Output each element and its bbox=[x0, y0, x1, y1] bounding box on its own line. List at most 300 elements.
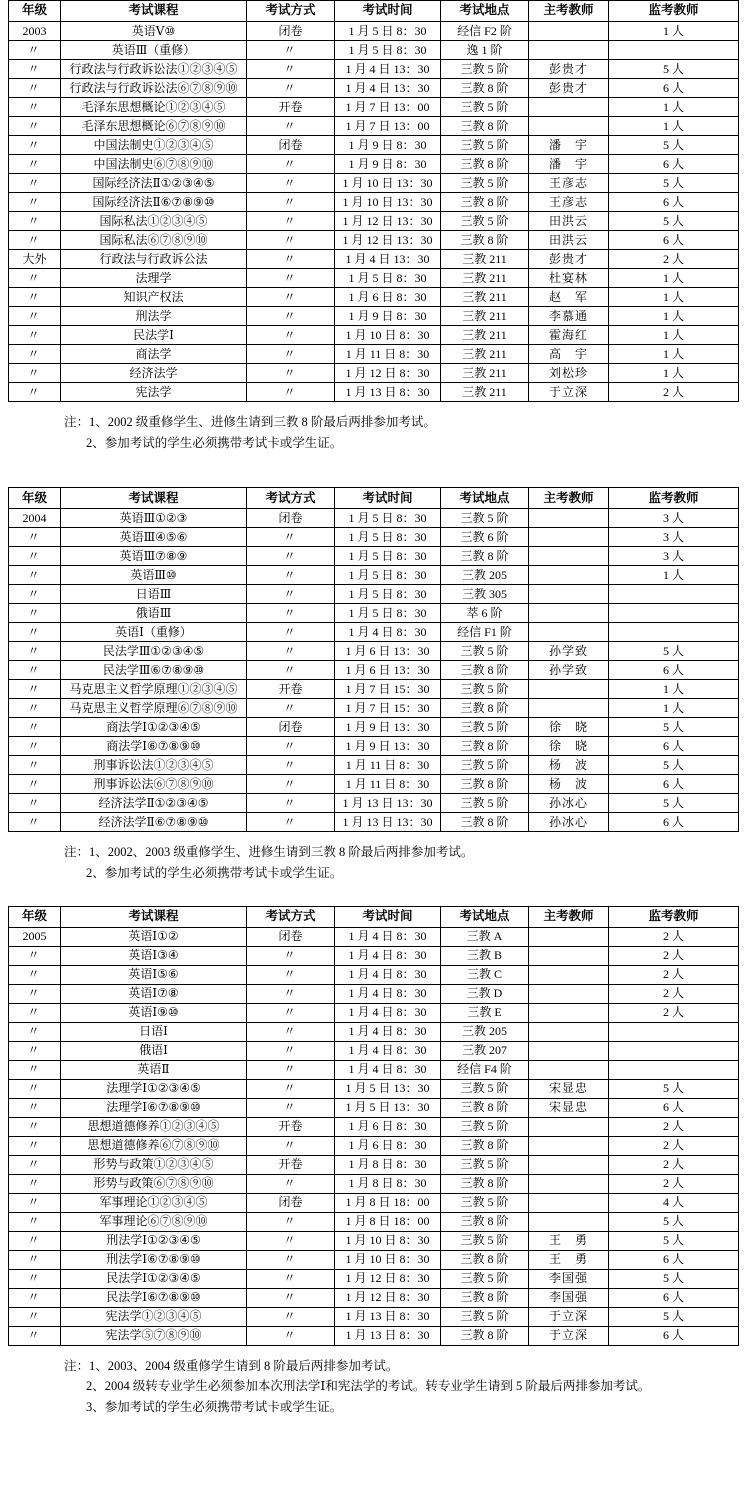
cell-proctor: 1 人 bbox=[609, 364, 739, 383]
cell-chief bbox=[529, 1174, 609, 1193]
cell-course: 马克思主义哲学原理⑥⑦⑧⑨⑩ bbox=[61, 699, 247, 718]
table-row bbox=[9, 1003, 739, 1022]
cell-chief bbox=[529, 680, 609, 699]
cell-proctor: 6 人 bbox=[609, 193, 739, 212]
cell-time: 1 月 10 日 13：30 bbox=[335, 174, 441, 193]
cell-chief bbox=[529, 965, 609, 984]
cell-mode: 〃 bbox=[247, 623, 335, 642]
cell-time: 1 月 10 日 8：30 bbox=[335, 1231, 441, 1250]
table-row bbox=[9, 1231, 739, 1250]
cell-proctor bbox=[609, 1060, 739, 1079]
cell-time: 1 月 7 日 15：30 bbox=[335, 699, 441, 718]
cell-grade: 〃 bbox=[9, 269, 61, 288]
cell-place: 三教 205 bbox=[441, 566, 529, 585]
cell-proctor: 1 人 bbox=[609, 117, 739, 136]
cell-mode: 〃 bbox=[247, 231, 335, 250]
cell-chief: 彭贵才 bbox=[529, 60, 609, 79]
cell-mode: 〃 bbox=[247, 566, 335, 585]
cell-time: 1 月 8 日 8：30 bbox=[335, 1155, 441, 1174]
cell-mode: 〃 bbox=[247, 1250, 335, 1269]
cell-proctor: 2 人 bbox=[609, 927, 739, 946]
cell-proctor: 1 人 bbox=[609, 680, 739, 699]
table-row bbox=[9, 566, 739, 585]
cell-mode: 〃 bbox=[247, 383, 335, 402]
column-header-chief: 主考教师 bbox=[529, 1, 609, 22]
cell-grade: 〃 bbox=[9, 566, 61, 585]
table-row bbox=[9, 364, 739, 383]
cell-chief: 王 勇 bbox=[529, 1231, 609, 1250]
cell-chief: 孙学致 bbox=[529, 661, 609, 680]
cell-place: 三教 8 阶 bbox=[441, 155, 529, 174]
cell-course: 宪法学 bbox=[61, 383, 247, 402]
table-row bbox=[9, 699, 739, 718]
cell-time: 1 月 13 日 8：30 bbox=[335, 1307, 441, 1326]
cell-proctor: 2 人 bbox=[609, 946, 739, 965]
cell-grade: 〃 bbox=[9, 174, 61, 193]
cell-proctor: 2 人 bbox=[609, 1003, 739, 1022]
cell-place: 三教 5 阶 bbox=[441, 60, 529, 79]
cell-course: 形势与政策①②③④⑤ bbox=[61, 1155, 247, 1174]
cell-course: 刑事诉讼法①②③④⑤ bbox=[61, 756, 247, 775]
cell-grade: 〃 bbox=[9, 623, 61, 642]
cell-place: 三教 8 阶 bbox=[441, 1174, 529, 1193]
cell-proctor: 5 人 bbox=[609, 794, 739, 813]
cell-chief bbox=[529, 984, 609, 1003]
cell-time: 1 月 9 日 13：30 bbox=[335, 737, 441, 756]
cell-proctor: 6 人 bbox=[609, 155, 739, 174]
table-row bbox=[9, 1288, 739, 1307]
cell-time: 1 月 4 日 13：30 bbox=[335, 79, 441, 98]
cell-chief bbox=[529, 509, 609, 528]
cell-proctor: 5 人 bbox=[609, 756, 739, 775]
cell-time: 1 月 11 日 8：30 bbox=[335, 775, 441, 794]
cell-chief bbox=[529, 1041, 609, 1060]
cell-time: 1 月 12 日 8：30 bbox=[335, 1269, 441, 1288]
cell-chief bbox=[529, 585, 609, 604]
cell-grade: 〃 bbox=[9, 642, 61, 661]
cell-time: 1 月 4 日 13：30 bbox=[335, 250, 441, 269]
table-row bbox=[9, 1307, 739, 1326]
cell-grade: 2003 bbox=[9, 22, 61, 41]
cell-mode: 〃 bbox=[247, 1041, 335, 1060]
cell-time: 1 月 4 日 8：30 bbox=[335, 1003, 441, 1022]
cell-chief: 杨 波 bbox=[529, 775, 609, 794]
cell-chief: 于立深 bbox=[529, 1326, 609, 1345]
column-header-course: 考试课程 bbox=[61, 1, 247, 22]
table-row bbox=[9, 604, 739, 623]
cell-place: 三教 211 bbox=[441, 288, 529, 307]
cell-place: 经信 F2 阶 bbox=[441, 22, 529, 41]
cell-chief bbox=[529, 1155, 609, 1174]
cell-course: 俄语Ⅲ bbox=[61, 604, 247, 623]
cell-time: 1 月 12 日 8：30 bbox=[335, 1288, 441, 1307]
cell-proctor: 5 人 bbox=[609, 642, 739, 661]
cell-course: 英语Ⅱ bbox=[61, 1060, 247, 1079]
cell-place: 三教 211 bbox=[441, 326, 529, 345]
cell-proctor: 5 人 bbox=[609, 1212, 739, 1231]
cell-place: 三教 8 阶 bbox=[441, 813, 529, 832]
cell-place: 三教 8 阶 bbox=[441, 1288, 529, 1307]
cell-grade: 〃 bbox=[9, 1288, 61, 1307]
cell-chief bbox=[529, 117, 609, 136]
cell-chief: 潘 宇 bbox=[529, 136, 609, 155]
cell-course: 英语Ⅰ⑤⑥ bbox=[61, 965, 247, 984]
notes-2005 bbox=[8, 1356, 738, 1418]
cell-grade: 〃 bbox=[9, 737, 61, 756]
cell-place: 三教 8 阶 bbox=[441, 547, 529, 566]
cell-grade: 〃 bbox=[9, 41, 61, 60]
table-row bbox=[9, 212, 739, 231]
cell-chief: 于立深 bbox=[529, 383, 609, 402]
cell-course: 国际私法①②③④⑤ bbox=[61, 212, 247, 231]
cell-chief: 李国强 bbox=[529, 1269, 609, 1288]
cell-chief: 杨 波 bbox=[529, 756, 609, 775]
cell-grade: 〃 bbox=[9, 965, 61, 984]
cell-proctor: 5 人 bbox=[609, 212, 739, 231]
cell-proctor: 1 人 bbox=[609, 269, 739, 288]
cell-grade: 〃 bbox=[9, 136, 61, 155]
cell-course: 英语Ⅰ①② bbox=[61, 927, 247, 946]
cell-time: 1 月 5 日 13：30 bbox=[335, 1098, 441, 1117]
cell-time: 1 月 13 日 13：30 bbox=[335, 813, 441, 832]
cell-mode: 开卷 bbox=[247, 98, 335, 117]
cell-place: 三教 5 阶 bbox=[441, 1231, 529, 1250]
cell-grade: 〃 bbox=[9, 984, 61, 1003]
table-row bbox=[9, 1269, 739, 1288]
cell-chief: 宋显忠 bbox=[529, 1079, 609, 1098]
cell-chief: 高 宇 bbox=[529, 345, 609, 364]
cell-course: 行政法与行政诉讼法①②③④⑤ bbox=[61, 60, 247, 79]
cell-chief: 孙冰心 bbox=[529, 794, 609, 813]
cell-mode: 〃 bbox=[247, 155, 335, 174]
cell-mode: 〃 bbox=[247, 1288, 335, 1307]
cell-chief: 李国强 bbox=[529, 1288, 609, 1307]
column-header-time: 考试时间 bbox=[335, 1, 441, 22]
table-row bbox=[9, 1136, 739, 1155]
cell-chief: 彭贵才 bbox=[529, 250, 609, 269]
table-row bbox=[9, 1193, 739, 1212]
cell-mode: 〃 bbox=[247, 345, 335, 364]
cell-place: 三教 211 bbox=[441, 383, 529, 402]
note-line: 注：1、2002、2003 级重修学生、进修生请到三教 8 阶最后两排参加考试。 bbox=[64, 845, 474, 860]
cell-grade: 〃 bbox=[9, 1212, 61, 1231]
cell-mode: 〃 bbox=[247, 794, 335, 813]
cell-proctor: 2 人 bbox=[609, 965, 739, 984]
cell-grade: 〃 bbox=[9, 98, 61, 117]
cell-grade: 〃 bbox=[9, 1174, 61, 1193]
cell-grade: 〃 bbox=[9, 79, 61, 98]
cell-mode: 〃 bbox=[247, 79, 335, 98]
column-header-course: 考试课程 bbox=[61, 906, 247, 927]
schedule-block-2004 bbox=[0, 487, 746, 883]
cell-grade: 〃 bbox=[9, 1326, 61, 1345]
column-header-place: 考试地点 bbox=[441, 906, 529, 927]
table-row bbox=[9, 718, 739, 737]
cell-chief: 刘松珍 bbox=[529, 364, 609, 383]
cell-course: 刑事诉讼法⑥⑦⑧⑨⑩ bbox=[61, 775, 247, 794]
cell-course: 英语Ⅲ④⑤⑥ bbox=[61, 528, 247, 547]
table-row bbox=[9, 661, 739, 680]
cell-mode: 〃 bbox=[247, 174, 335, 193]
cell-grade: 〃 bbox=[9, 775, 61, 794]
cell-course: 刑法学Ⅰ⑥⑦⑧⑨⑩ bbox=[61, 1250, 247, 1269]
table-row bbox=[9, 756, 739, 775]
cell-mode: 〃 bbox=[247, 756, 335, 775]
cell-time: 1 月 8 日 18：00 bbox=[335, 1193, 441, 1212]
cell-mode: 〃 bbox=[247, 41, 335, 60]
cell-chief bbox=[529, 927, 609, 946]
table-row bbox=[9, 946, 739, 965]
cell-course: 民法学Ⅰ①②③④⑤ bbox=[61, 1269, 247, 1288]
cell-proctor: 2 人 bbox=[609, 984, 739, 1003]
cell-grade: 〃 bbox=[9, 307, 61, 326]
cell-chief: 霍海红 bbox=[529, 326, 609, 345]
table-row bbox=[9, 41, 739, 60]
cell-proctor: 6 人 bbox=[609, 1098, 739, 1117]
cell-place: 三教 8 阶 bbox=[441, 1136, 529, 1155]
cell-place: 三教 207 bbox=[441, 1041, 529, 1060]
cell-course: 经济法学Ⅱ①②③④⑤ bbox=[61, 794, 247, 813]
cell-course: 商法学Ⅰ①②③④⑤ bbox=[61, 718, 247, 737]
cell-course: 行政法与行政诉讼法⑥⑦⑧⑨⑩ bbox=[61, 79, 247, 98]
exam-table-2005 bbox=[8, 906, 739, 1346]
column-header-grade: 年级 bbox=[9, 906, 61, 927]
cell-proctor: 6 人 bbox=[609, 1288, 739, 1307]
cell-time: 1 月 4 日 13：30 bbox=[335, 60, 441, 79]
cell-chief bbox=[529, 1022, 609, 1041]
cell-time: 1 月 8 日 8：30 bbox=[335, 1174, 441, 1193]
cell-time: 1 月 4 日 8：30 bbox=[335, 1022, 441, 1041]
cell-mode: 〃 bbox=[247, 117, 335, 136]
cell-mode: 〃 bbox=[247, 1174, 335, 1193]
cell-time: 1 月 6 日 8：30 bbox=[335, 288, 441, 307]
cell-proctor bbox=[609, 623, 739, 642]
cell-time: 1 月 13 日 8：30 bbox=[335, 383, 441, 402]
cell-time: 1 月 11 日 8：30 bbox=[335, 345, 441, 364]
cell-place: 三教 8 阶 bbox=[441, 1098, 529, 1117]
cell-grade: 〃 bbox=[9, 193, 61, 212]
cell-course: 中国法制史⑥⑦⑧⑨⑩ bbox=[61, 155, 247, 174]
cell-place: 三教 305 bbox=[441, 585, 529, 604]
cell-chief bbox=[529, 1003, 609, 1022]
cell-mode: 〃 bbox=[247, 1326, 335, 1345]
cell-proctor: 1 人 bbox=[609, 98, 739, 117]
table-row bbox=[9, 1041, 739, 1060]
cell-course: 军事理论⑥⑦⑧⑨⑩ bbox=[61, 1212, 247, 1231]
table-row bbox=[9, 1155, 739, 1174]
cell-grade: 〃 bbox=[9, 60, 61, 79]
cell-grade: 〃 bbox=[9, 661, 61, 680]
cell-proctor: 2 人 bbox=[609, 383, 739, 402]
cell-mode: 〃 bbox=[247, 1060, 335, 1079]
cell-course: 毛泽东思想概论⑥⑦⑧⑨⑩ bbox=[61, 117, 247, 136]
cell-proctor bbox=[609, 585, 739, 604]
cell-chief bbox=[529, 1212, 609, 1231]
cell-chief bbox=[529, 699, 609, 718]
cell-grade: 〃 bbox=[9, 364, 61, 383]
cell-grade: 〃 bbox=[9, 604, 61, 623]
cell-time: 1 月 11 日 8：30 bbox=[335, 756, 441, 775]
cell-course: 形势与政策⑥⑦⑧⑨⑩ bbox=[61, 1174, 247, 1193]
cell-place: 三教 5 阶 bbox=[441, 794, 529, 813]
cell-proctor: 6 人 bbox=[609, 79, 739, 98]
cell-chief: 王彦志 bbox=[529, 193, 609, 212]
cell-mode: 〃 bbox=[247, 946, 335, 965]
cell-place: 三教 8 阶 bbox=[441, 1250, 529, 1269]
cell-time: 1 月 10 日 13：30 bbox=[335, 193, 441, 212]
cell-proctor: 2 人 bbox=[609, 250, 739, 269]
section-spacer bbox=[0, 453, 746, 487]
cell-grade: 〃 bbox=[9, 1079, 61, 1098]
table-row bbox=[9, 98, 739, 117]
cell-proctor bbox=[609, 1022, 739, 1041]
cell-place: 三教 8 阶 bbox=[441, 699, 529, 718]
cell-chief: 宋显忠 bbox=[529, 1098, 609, 1117]
cell-course: 法理学Ⅰ①②③④⑤ bbox=[61, 1079, 247, 1098]
cell-proctor: 5 人 bbox=[609, 718, 739, 737]
cell-chief bbox=[529, 528, 609, 547]
cell-place: 三教 8 阶 bbox=[441, 661, 529, 680]
cell-grade: 〃 bbox=[9, 1250, 61, 1269]
cell-chief: 田洪云 bbox=[529, 231, 609, 250]
cell-mode: 〃 bbox=[247, 1136, 335, 1155]
cell-chief bbox=[529, 22, 609, 41]
table-body-2005 bbox=[9, 927, 739, 1345]
cell-grade: 〃 bbox=[9, 680, 61, 699]
cell-mode: 〃 bbox=[247, 984, 335, 1003]
column-header-mode: 考试方式 bbox=[247, 906, 335, 927]
cell-time: 1 月 6 日 13：30 bbox=[335, 642, 441, 661]
cell-course: 日语Ⅲ bbox=[61, 585, 247, 604]
cell-chief bbox=[529, 566, 609, 585]
cell-place: 三教 5 阶 bbox=[441, 212, 529, 231]
cell-course: 经济法学 bbox=[61, 364, 247, 383]
cell-place: 三教 5 阶 bbox=[441, 642, 529, 661]
table-row bbox=[9, 136, 739, 155]
cell-time: 1 月 10 日 8：30 bbox=[335, 1250, 441, 1269]
cell-mode: 〃 bbox=[247, 1307, 335, 1326]
cell-proctor: 6 人 bbox=[609, 1326, 739, 1345]
column-header-time: 考试时间 bbox=[335, 906, 441, 927]
table-body-2004 bbox=[9, 509, 739, 832]
column-header-chief: 主考教师 bbox=[529, 488, 609, 509]
cell-time: 1 月 6 日 8：30 bbox=[335, 1136, 441, 1155]
table-row bbox=[9, 528, 739, 547]
table-row bbox=[9, 307, 739, 326]
cell-course: 毛泽东思想概论①②③④⑤ bbox=[61, 98, 247, 117]
cell-time: 1 月 5 日 8：30 bbox=[335, 41, 441, 60]
cell-chief: 徐 晓 bbox=[529, 718, 609, 737]
cell-mode: 〃 bbox=[247, 250, 335, 269]
table-header-row bbox=[9, 488, 739, 509]
table-row bbox=[9, 1326, 739, 1345]
cell-course: 英语Ⅰ（重修） bbox=[61, 623, 247, 642]
cell-place: 逸 1 阶 bbox=[441, 41, 529, 60]
cell-time: 1 月 5 日 8：30 bbox=[335, 509, 441, 528]
table-row bbox=[9, 775, 739, 794]
cell-place: 三教 8 阶 bbox=[441, 79, 529, 98]
note-line: 2、参加考试的学生必须携带考试卡或学生证。 bbox=[86, 865, 343, 880]
cell-place: 三教 8 阶 bbox=[441, 1326, 529, 1345]
table-row bbox=[9, 1212, 739, 1231]
schedule-block-2005 bbox=[0, 906, 746, 1418]
schedule-block-2003 bbox=[0, 0, 746, 453]
cell-time: 1 月 5 日 8：30 bbox=[335, 547, 441, 566]
cell-grade: 〃 bbox=[9, 813, 61, 832]
cell-grade: 〃 bbox=[9, 699, 61, 718]
cell-grade: 〃 bbox=[9, 1307, 61, 1326]
cell-course: 英语Ⅲ（重修） bbox=[61, 41, 247, 60]
cell-time: 1 月 5 日 8：30 bbox=[335, 604, 441, 623]
cell-chief bbox=[529, 1117, 609, 1136]
table-row bbox=[9, 383, 739, 402]
cell-grade: 〃 bbox=[9, 1193, 61, 1212]
cell-place: 三教 5 阶 bbox=[441, 174, 529, 193]
cell-place: 三教 211 bbox=[441, 269, 529, 288]
cell-mode: 闭卷 bbox=[247, 1193, 335, 1212]
table-row bbox=[9, 117, 739, 136]
table-row bbox=[9, 737, 739, 756]
cell-chief: 杜宴林 bbox=[529, 269, 609, 288]
cell-mode: 〃 bbox=[247, 288, 335, 307]
cell-time: 1 月 12 日 13：30 bbox=[335, 212, 441, 231]
cell-chief bbox=[529, 604, 609, 623]
cell-chief: 于立深 bbox=[529, 1307, 609, 1326]
cell-time: 1 月 4 日 8：30 bbox=[335, 946, 441, 965]
cell-mode: 〃 bbox=[247, 1022, 335, 1041]
cell-place: 萃 6 阶 bbox=[441, 604, 529, 623]
cell-course: 民法学Ⅲ⑥⑦⑧⑨⑩ bbox=[61, 661, 247, 680]
cell-place: 三教 6 阶 bbox=[441, 528, 529, 547]
cell-course: 刑法学 bbox=[61, 307, 247, 326]
cell-place: 三教 5 阶 bbox=[441, 1079, 529, 1098]
column-header-place: 考试地点 bbox=[441, 1, 529, 22]
cell-course: 思想道德修养①②③④⑤ bbox=[61, 1117, 247, 1136]
cell-course: 民法学Ⅰ⑥⑦⑧⑨⑩ bbox=[61, 1288, 247, 1307]
cell-place: 三教 5 阶 bbox=[441, 1193, 529, 1212]
column-header-chief: 主考教师 bbox=[529, 906, 609, 927]
table-row bbox=[9, 965, 739, 984]
cell-time: 1 月 9 日 8：30 bbox=[335, 307, 441, 326]
cell-grade: 〃 bbox=[9, 1117, 61, 1136]
cell-proctor: 1 人 bbox=[609, 566, 739, 585]
cell-time: 1 月 4 日 8：30 bbox=[335, 927, 441, 946]
cell-course: 知识产权法 bbox=[61, 288, 247, 307]
cell-proctor: 5 人 bbox=[609, 136, 739, 155]
cell-grade: 大外 bbox=[9, 250, 61, 269]
cell-chief: 孙冰心 bbox=[529, 813, 609, 832]
cell-place: 三教 5 阶 bbox=[441, 1269, 529, 1288]
cell-time: 1 月 5 日 8：30 bbox=[335, 22, 441, 41]
cell-mode: 〃 bbox=[247, 307, 335, 326]
cell-course: 宪法学⑤⑦⑧⑨⑩ bbox=[61, 1326, 247, 1345]
cell-mode: 〃 bbox=[247, 547, 335, 566]
cell-grade: 〃 bbox=[9, 1269, 61, 1288]
note-line: 注：1、2002 级重修学生、进修生请到三教 8 阶最后两排参加考试。 bbox=[64, 415, 436, 429]
table-row bbox=[9, 250, 739, 269]
table-row bbox=[9, 79, 739, 98]
cell-place: 三教 A bbox=[441, 927, 529, 946]
cell-mode: 〃 bbox=[247, 60, 335, 79]
table-row bbox=[9, 326, 739, 345]
table-row bbox=[9, 193, 739, 212]
cell-proctor: 5 人 bbox=[609, 1269, 739, 1288]
cell-time: 1 月 4 日 8：30 bbox=[335, 984, 441, 1003]
cell-mode: 〃 bbox=[247, 1003, 335, 1022]
cell-place: 三教 5 阶 bbox=[441, 136, 529, 155]
cell-time: 1 月 4 日 8：30 bbox=[335, 1041, 441, 1060]
cell-chief bbox=[529, 1060, 609, 1079]
